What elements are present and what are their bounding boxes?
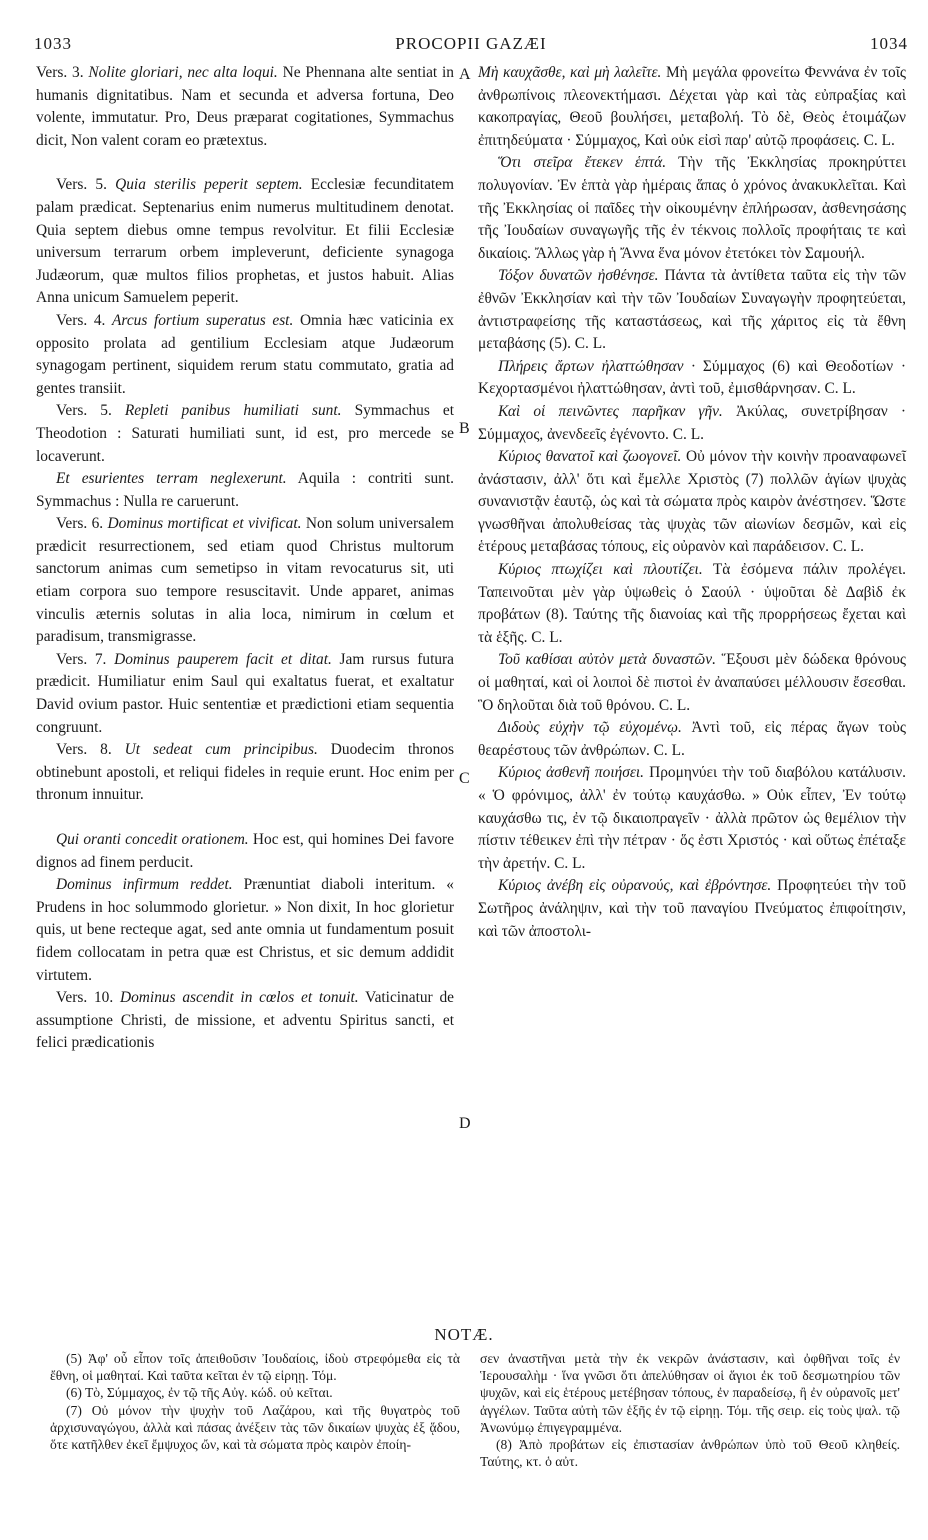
commentary: Ἀντὶ τοῦ, εἰς πέρας ἄγων τοὺς θεαρέστους τῶν ἀνθρώπων. C. L. [478,719,907,759]
lemma: Repleti panibus humiliati sunt. [124,402,342,420]
greek-paragraph [478,762,906,875]
lemma: Μὴ καυχᾶσθε, καὶ μὴ λαλεῖτε. [478,64,662,81]
lemma: Πλήρεις ἄρτων ἠλαττώθησαν · [498,357,696,375]
commentary: Vaticinatur de assumptione Christi, de missione, et adventu Spiritus sancti, et felici prædicationis [36,989,454,1052]
commentary: Symmachus et Theodotion : Saturati humiliati sunt, id est, pro mercede se locaverunt. [36,402,454,465]
greek-paragraph [478,62,906,152]
note-5: (5) Ἀφ' οὗ εἶπον τοῖς ἀπειθοῦσιν Ἰουδαίοις, ἰδοὺ στρεφόμεθα εἰς τὰ ἔθνη, οἱ μαθηταί. Καὶ ταῦτα κεῖται ἐν τῷ εἱρηῃ. Τόμ. [50,1351,460,1384]
lemma: Διδοὺς εὐχὴν τῷ εὐχομένῳ. [498,719,682,737]
lemma: Ὅτι στεῖρα ἔτεκεν ἑπτά. [498,154,667,172]
latin-paragraph [36,468,454,513]
greek-paragraph [478,152,906,265]
notes-title: NOTÆ. [434,1325,494,1344]
greek-paragraph [478,401,906,446]
verse-ref: Vers. 8. [56,741,112,759]
lemma: Nolite gloriari, nec alta loqui. [88,64,278,81]
commentary: Προμηνύει τὴν τοῦ διαβόλου κατάλυσιν. « Ὁ φρόνιμος, ἀλλ' ἐν τούτῳ καυχάσθω. » Οὐκ εἶπεν, Ἐν τούτῳ καυχάσθω τις, ἐν τῷ δικαιοπραγεῖν · ἀλλὰ πρῶτον ὡς θεμέλιον τὴν πίστιν τέθεικεν ἐπὶ τὴν πέτραν · ὅς ἐστι Χριστός · καὶ οὕτως ἐπέταξε τὴν ἀρετήν. C. L. [478,764,906,872]
commentary: Omnia hæc vaticinia ex opposito prolata ad gentilium Ecclesiam atque Judæorum synagogam pertinent, siquidem rerum statu commutato, gratia ad gentes transiit. [36,311,454,397]
lemma: Ut sedeat cum principibus. [124,741,318,759]
lemma: Quia sterilis peperit septem. [115,176,303,194]
commentary: Μὴ μεγάλα φρονείτω Φεννάνα ἐν τοῖς ἀνθρωπίνοις πλεονεκτήμασι. Δέχεται γὰρ καὶ τὰς εὐπραξίας καὶ κακοπραγίας, Θεοῦ βουλήσει, μεταβολή. Τὸ δὲ, Θεὸς ἑτοιμάζων ἐπιτηδεύματα · Σύμμαχος, Καὶ οὐκ εἰσὶ παρ' αὐτῷ προφάσεις. C. L. [478,64,906,149]
commentary: Τὰ ἐσόμενα πάλιν προλέγει. Ταπεινοῦται μὲν γὰρ ὑψωθεὶς ὁ Σαούλ · ὑψοῦται δὲ Δαβὶδ ἐκ προβάτων (8). Ταύτης τῆς διανοίας καὶ τῆς προρρήσεως ἔχεται καὶ τὰ ἑξῆς. C. L. [478,561,907,646]
margin-letter-c: C [459,770,470,787]
commentary: Ecclesiæ fecunditatem palam prædicat. Septenarius enim numerus multitudinem denotat. Quia septem diebus omne tempus revolvitur. Et filii Ecclesiæ universum terrarum orbem impleverunt, deficiente synagoga Judæorum, quæ multos filios prophetas, et justos habuit. Alias Anna unicum Samuelem peperit. [36,176,454,307]
left-page-number: 1033 [34,34,72,53]
commentary: Σύμμαχος (6) καὶ Θεοδοτίων · Κεχορτασμένοι ἠλαττώθησαν, ἀντὶ τοῦ, ἐμισθάρνησαν. C. L. [478,357,906,398]
greek-paragraph [478,649,906,717]
verse-ref: Vers. 10. [56,989,114,1007]
lemma: Dominus ascendit in cœlos et tonuit. [120,989,359,1007]
latin-paragraph [36,513,454,649]
commentary: Non solum universalem prædicit resurrectionem, sed etiam quod Christus multorum sanctorum animas cum semetipso in vitam revocaturus sit, uti etiam corpora suo tempore resuscitavit. Unde apparet, animas vinculis æternis solutas in alia loca, nimirum in cœlum et paradisum, transmigrasse. [36,515,455,646]
latin-column [36,62,454,1055]
latin-paragraph [36,174,454,310]
latin-paragraph [36,400,454,468]
note-8: (8) Ἀπὸ προβάτων εἰς ἐπιστασίαν ἀνθρώπων ὑπὸ τοῦ Θεοῦ κληθείς. Ταύτης, κτ. ὁ αὐτ. [480,1437,900,1470]
latin-paragraph [36,987,454,1055]
verse-ref: Vers. 5. [56,402,112,420]
commentary: Τὴν τῆς Ἐκκλησίας προκηρύττει πολυγονίαν. Ἐν ἑπτὰ γὰρ ἡμέραις ἅπας ὁ χρόνος ἀνακυκλεῖται. Καὶ τῆς Ἐκκλησίας οἱ παῖδες τὴν οἰκουμένην ἐπλήρωσαν, ἀσθενησάσης τῆς Ἰουδαίων συναγωγῆς τῆς ἐν τέκνοις πολλοῖς προφήταις τε καὶ δικαίοις. Ἄλλως γὰρ ἡ Ἄννα ἕνα μόνον ἐτετόκει τὸν Σαμουήλ. [478,154,907,262]
latin-paragraph [36,829,454,874]
notes-left-column [50,1350,460,1453]
commentary: Ἕξουσι μὲν δώδεκα θρόνους οἱ μαθηταί, καὶ οἱ λοιποὶ δὲ πιστοὶ ἐν ἀναπαύσει μέλλουσιν ἔσεσθαι. Ὃ δηλοῦται διὰ τοῦ θρόνου. C. L. [478,651,906,714]
latin-paragraph [36,649,454,739]
lemma: Τόξον δυνατῶν ἠσθένησε. [498,267,659,285]
greek-paragraph [478,875,906,943]
commentary: Hoc est, qui homines Dei favore dignos ad finem perducit. [36,831,454,871]
latin-paragraph [36,739,454,807]
page-header [34,34,908,60]
lemma: Et esurientes terram neglexerunt. [56,470,287,488]
commentary: Ne Phennana alte sentiat in humanis dignitatibus. Nam et secunda et adversa fortuna, Deo volente, immutatur. Pro, Deus præparat cogitationes, Symmachus dicit, Non valent coram eo prætextus. [36,64,454,149]
notes-right-column [480,1350,900,1470]
lemma: Καὶ οἱ πεινῶντες παρῆκαν γῆν. [498,402,723,420]
commentary: Πάντα τὰ ἀντίθετα ταῦτα εἰς τὴν τῶν ἐθνῶν Ἐκκλησίαν καὶ τὴν τῶν Ἰουδαίων Συναγωγὴν προφητεύεται, ἀντιστραφείσης τῆς καταστάσεως, καὶ τῆς χάριτος εἰς τὰ ἔθνη μεταβάσης (5). C. L. [478,267,906,353]
commentary: Ἀκύλας, συνετρίβησαν · Σύμμαχος, ἀνενδεεῖς ἐγένοντο. C. L. [478,402,906,443]
margin-letter-a: A [459,66,471,83]
lemma: Κύριος θανατοῖ καὶ ζωογονεῖ. [498,448,682,466]
margin-letter-b: B [459,420,470,437]
greek-paragraph [478,446,906,559]
lemma: Τοῦ καθίσαι αὐτὸν μετὰ δυναστῶν. [498,651,716,669]
commentary: Jam rursus futura prædicit. Humiliatur enim Saul qui exaltatus fuerat, et exaltatur David ovium pastor. Huic sententiæ et prædictioni etiam sequentia congruunt. [36,650,455,736]
verse-ref: Vers. 7. [56,650,107,668]
commentary: Οὐ μόνον τὴν κοινὴν προαναφωνεῖ ἀνάστασιν, ἀλλ' ὅτι καὶ ἔμελλε Χριστὸς (7) πολλῶν ἁγίων ψυχὰς συνανιστᾷν ἑαυτῷ, ὡς καὶ τὰ σώματα πρὸς καιρὸν ἀνέστησεν. Ὥστε γνωσθῆναι ἀπολυθείσας τὰς ψυχὰς τῶν αἰωνίων δεσμῶν, καὶ εἰς ἑτέρους μεταβάσας τόπους, εἰς οὐρανὸν καὶ παράδεισον. C. L. [478,448,907,556]
verse-ref: Vers. 3. [36,64,84,81]
lemma: Κύριος ἀνέβη εἰς οὐρανούς, καὶ ἐβρόντησε. [498,877,772,895]
lemma: Dominus mortificat et vivificat. [107,515,302,533]
commentary: Prænuntiat diaboli interitum. « Prudens in hoc solummodo glorietur. » Non dixit, In hoc glorietur quis, ut bene recteque agat, sed ante omnia ut fundamentum posuit fidem collocatam in petra quæ est Christus, et sic demum addidit virtutem. [36,876,454,984]
verse-ref: Vers. 4. [56,311,106,329]
greek-paragraph [478,265,906,355]
lemma: Dominus infirmum reddet. [56,876,233,894]
lemma: Dominus pauperem facit et ditat. [114,650,332,668]
lemma: Κύριος πτωχίζει καὶ πλουτίζει. [498,561,703,579]
running-title: PROCOPII GAZÆI [395,34,547,53]
right-page-number: 1034 [870,34,908,53]
note-7-continued: σεν ἀναστῆναι μετὰ τὴν ἐκ νεκρῶν ἀνάστασιν, καὶ ὀφθῆναι τοῖς ἐν Ἱερουσαλὴμ · ἵνα γνῶσι ὅτι ἀπελύθησαν οἱ ἅγιοι ἐκ τοῦ δεσμωτηρίου τῶν ψυχῶν, καὶ εἰς ἑτέρους μετέβησαν τόπους, ἐν παραδείσῳ, ἢ ἐν οὐρανοῖς μετ' ἀγγέλων. Ταῦτα αὐτὴ τῶν ἑξῆς ἐν τῷ εἱρηῃ. Τόμ. τῆς σειρ. εἰς τοὺς ψαλ. τῷ Ἀνωνύμῳ ἐπιγεγραμμένα. [480,1351,900,1435]
lemma: Qui oranti concedit orationem. [56,831,249,848]
note-6: (6) Τὸ, Σύμμαχος, ἐν τῷ τῆς Αὐγ. κώδ. οὐ κεῖται. [66,1385,333,1401]
verse-ref: Vers. 6. [56,515,104,533]
lemma: Arcus fortium superatus est. [112,311,294,329]
commentary: Προφητεύει τὴν τοῦ Σωτῆρος ἀνάληψιν, καὶ τὴν τοῦ παναγίου Πνεύματος ἐπιφοίτησιν, καὶ τῶν ἀποστολι- [478,877,906,940]
commentary: Duodecim thronos obtinebunt apostoli, et reliqui fideles in requie erunt. Hoc enim per thronum innuitur. [36,741,454,804]
greek-paragraph [478,717,906,762]
greek-column [478,62,906,943]
commentary: Aquila : contriti sunt. Symmachus : Nulla re caruerunt. [36,470,454,510]
latin-paragraph [36,62,454,152]
latin-paragraph [36,874,454,987]
latin-paragraph [36,310,454,400]
greek-paragraph [478,356,906,401]
margin-letter-d: D [459,1115,471,1132]
note-7: (7) Οὐ μόνον τὴν ψυχὴν τοῦ Λαζάρου, καὶ τῆς θυγατρὸς τοῦ ἀρχισυναγώγου, ἀλλὰ καὶ πάσας ἀνέξειν τὰς τῶν δικαίων ψυχὰς ἐξ ᾅδου, ὅτε κατῆλθεν ἐκεῖ ἔμψυχος ὤν, καὶ τὰ σώματα πρὸς καιρὸν ἐποίη- [50,1402,460,1453]
greek-paragraph [478,559,906,649]
lemma: Κύριος ἀσθενῆ ποιήσει. [498,764,645,782]
verse-ref: Vers. 5. [56,176,107,194]
